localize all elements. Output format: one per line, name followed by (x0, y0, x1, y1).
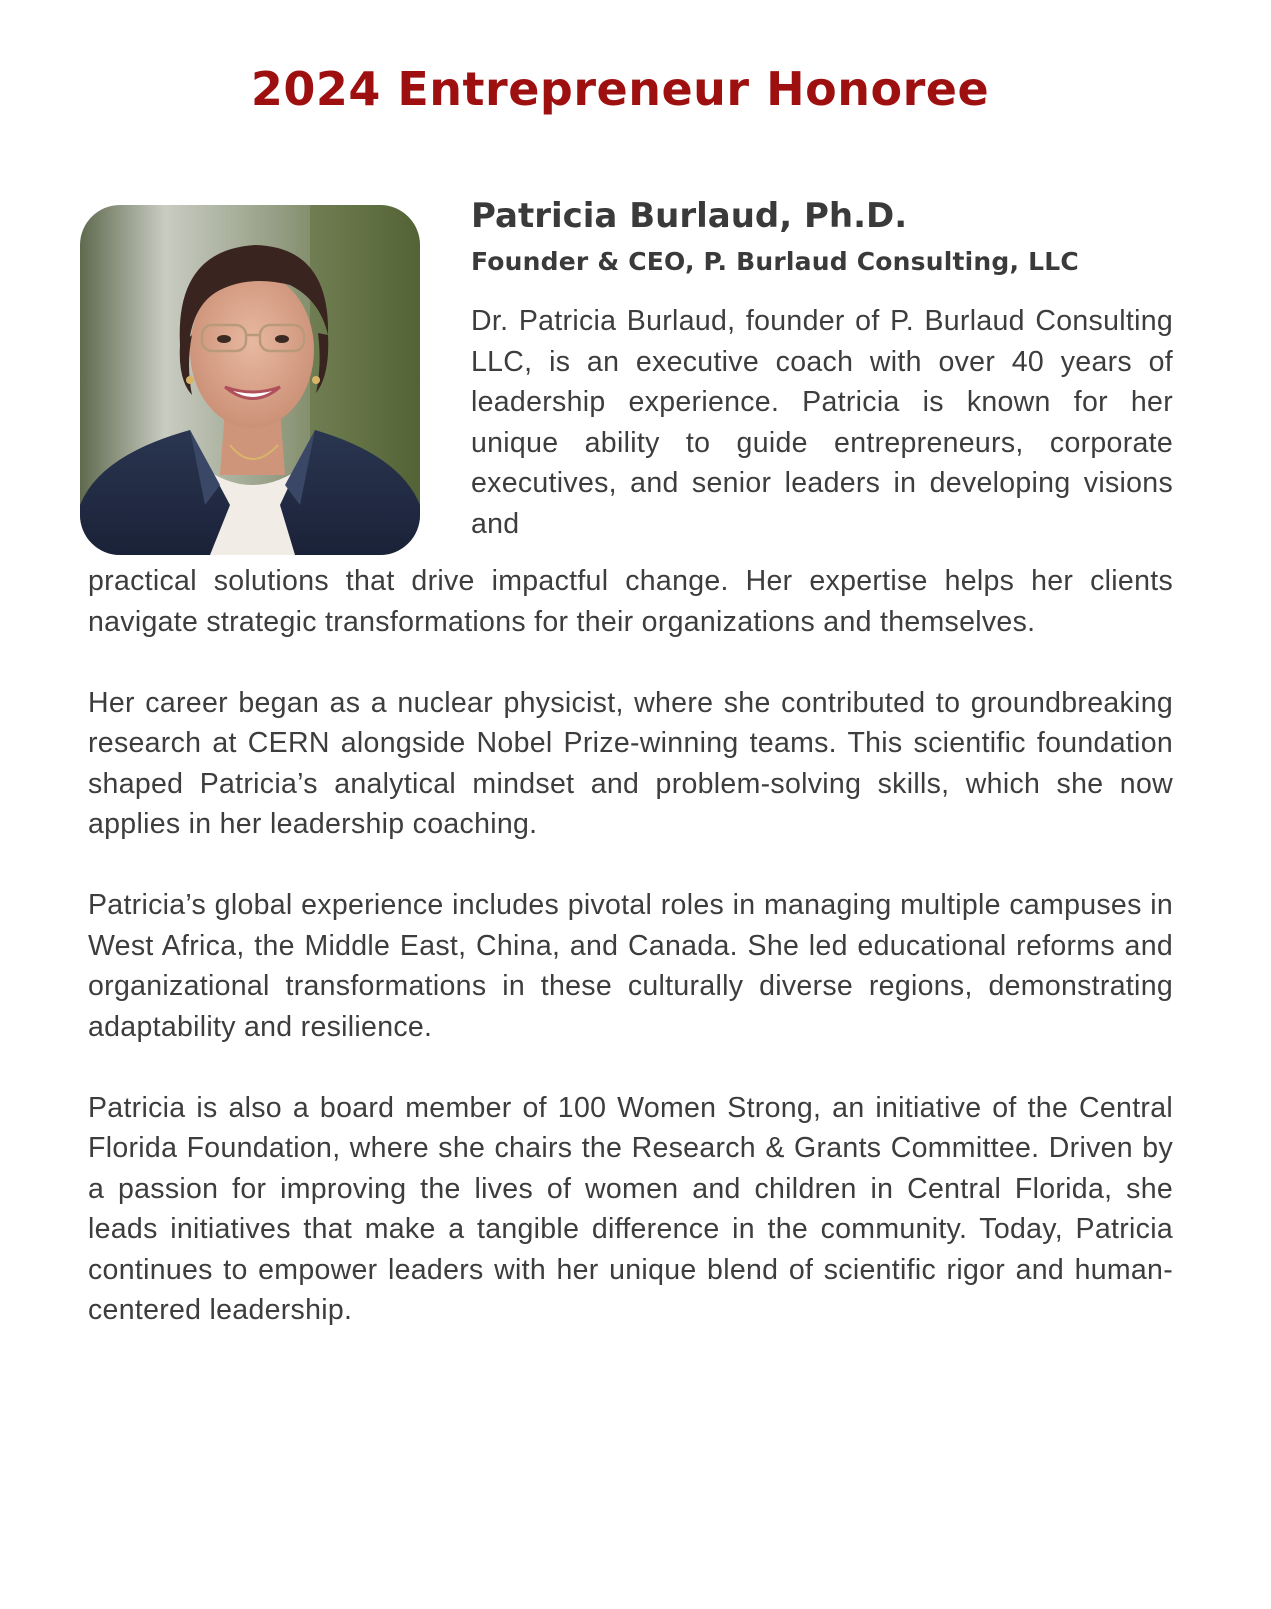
bio-board: Patricia is also a board member of 100 Women Strong, an initiative of the Central Florida Foundation, where she chairs the Research & Grants Committee. Driven by a passion for improving the lives of women and children in Central Florida, she leads initiatives that make a tangible difference in the community. Today, Patricia continues to empower leaders with her unique blend of scientific rigor and human-centered leadership. (88, 1091, 1173, 1326)
bio-global: Patricia’s global experience includes pivotal roles in managing multiple campuses in West Africa, the Middle East, China, and Canada. She led educational reforms and organizational transformations in these culturally diverse regions, demonstrating adaptability and resilience. (88, 889, 1173, 1043)
honoree-portrait (80, 205, 420, 555)
bio-career: Her career began as a nuclear physicist, where she contributed to groundbreaking research at CERN alongside Nobel Prize-winning teams. This scientific foundation shaped Patricia’s analytical mindset and problem-solving skills, which she now applies in her leadership coaching. (88, 686, 1173, 840)
honoree-role: Founder & CEO, P. Burlaud Consulting, LLC (471, 247, 1079, 276)
honoree-name: Patricia Burlaud, Ph.D. (471, 196, 908, 236)
page-title: 2024 Entrepreneur Honoree (250, 62, 990, 116)
honoree-header (471, 190, 1173, 282)
bio-body (88, 561, 1173, 1331)
bio-intro-top: Dr. Patricia Burlaud, founder of P. Burlaud Consulting LLC, is an executive coach with over 40 years of leadership experience. Patricia is known for her unique ability to guide entrepreneurs, corporate executives, and senior leaders in developing visions and (471, 305, 1173, 540)
bio-intro-rest: practical solutions that drive impactful change. Her expertise helps her clients navigate strategic transformations for their organizations and themselves. (88, 565, 1173, 638)
